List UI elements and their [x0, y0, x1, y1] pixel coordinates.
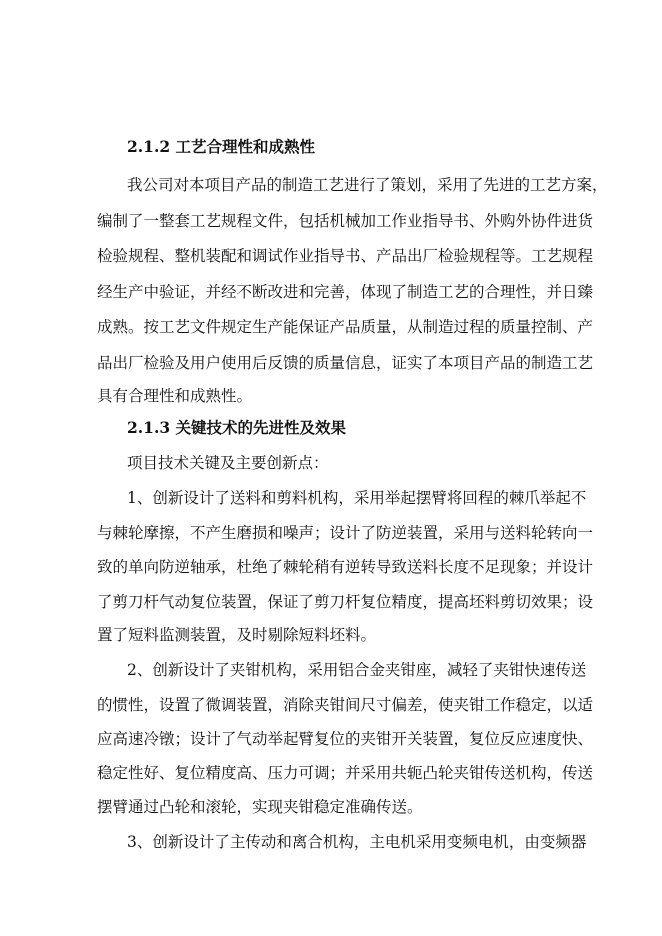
item1-line: 置了短料监测装置，及时剔除短料坯料。 [97, 626, 377, 644]
paragraph-line: 具有合理性和成熟性。 [97, 387, 253, 405]
paragraph-line: 经生产中验证，并经不断改进和完善，体现了制造工艺的合理性，并日臻 [97, 283, 594, 301]
item2-line: 的惯性，设置了微调装置，消除夹钳间尺寸偏差，使夹钳工作稳定，以适 [97, 696, 594, 714]
paragraph-line: 我公司对本项目产品的制造工艺进行了策划，采用了先进的工艺方案， [127, 176, 608, 194]
section-heading-2-1-2: 2.1.2 工艺合理性和成熟性 [127, 137, 316, 156]
item1-line: 1、创新设计了送料和剪料机构，采用举起摆臂将回程的棘爪举起不 [127, 489, 587, 507]
item2-line: 应高速冷镦；设计了气动举起臂复位的夹钳开关装置，复位反应速度快、 [97, 730, 594, 748]
item2-line: 摆臂通过凸轮和滚轮，实现夹钳稳定准确传送。 [97, 798, 423, 816]
intro-line: 项目技术关键及主要创新点： [127, 454, 329, 472]
item1-line: 与棘轮摩擦，不产生磨损和噪声；设计了防逆装置，采用与送料轮转向一 [97, 524, 594, 542]
paragraph-line: 品出厂检验及用户使用后反馈的质量信息，证实了本项目产品的制造工艺 [97, 354, 594, 372]
item2-line: 2、创新设计了夹钳机构，采用铝合金夹钳座，减轻了夹钳快速传送 [127, 661, 587, 679]
paragraph-line: 成熟。按工艺文件规定生产能保证产品质量，从制造过程的质量控制、产 [97, 318, 594, 336]
item1-line: 致的单向防逆轴承，杜绝了棘轮稍有逆转导致送料长度不足现象；并设计 [97, 558, 594, 576]
item2-line: 稳定性好、复位精度高、压力可调；并采用共轭凸轮夹钳传送机构，传送 [97, 764, 594, 782]
item1-line: 了剪刀杆气动复位装置，保证了剪刀杆复位精度，提高坯料剪切效果；设 [97, 593, 594, 611]
item3-line: 3、创新设计了主传动和离合机构，主电机采用变频电机，由变频器 [127, 833, 587, 851]
section-heading-2-1-3: 2.1.3 关键技术的先进性及效果 [127, 418, 347, 437]
paragraph-line: 编制了一整套工艺规程文件，包括机械加工作业指导书、外购外协件进货 [97, 212, 594, 230]
paragraph-line: 检验规程、整机装配和调试作业指导书、产品出厂检验规程等。工艺规程 [97, 247, 594, 265]
